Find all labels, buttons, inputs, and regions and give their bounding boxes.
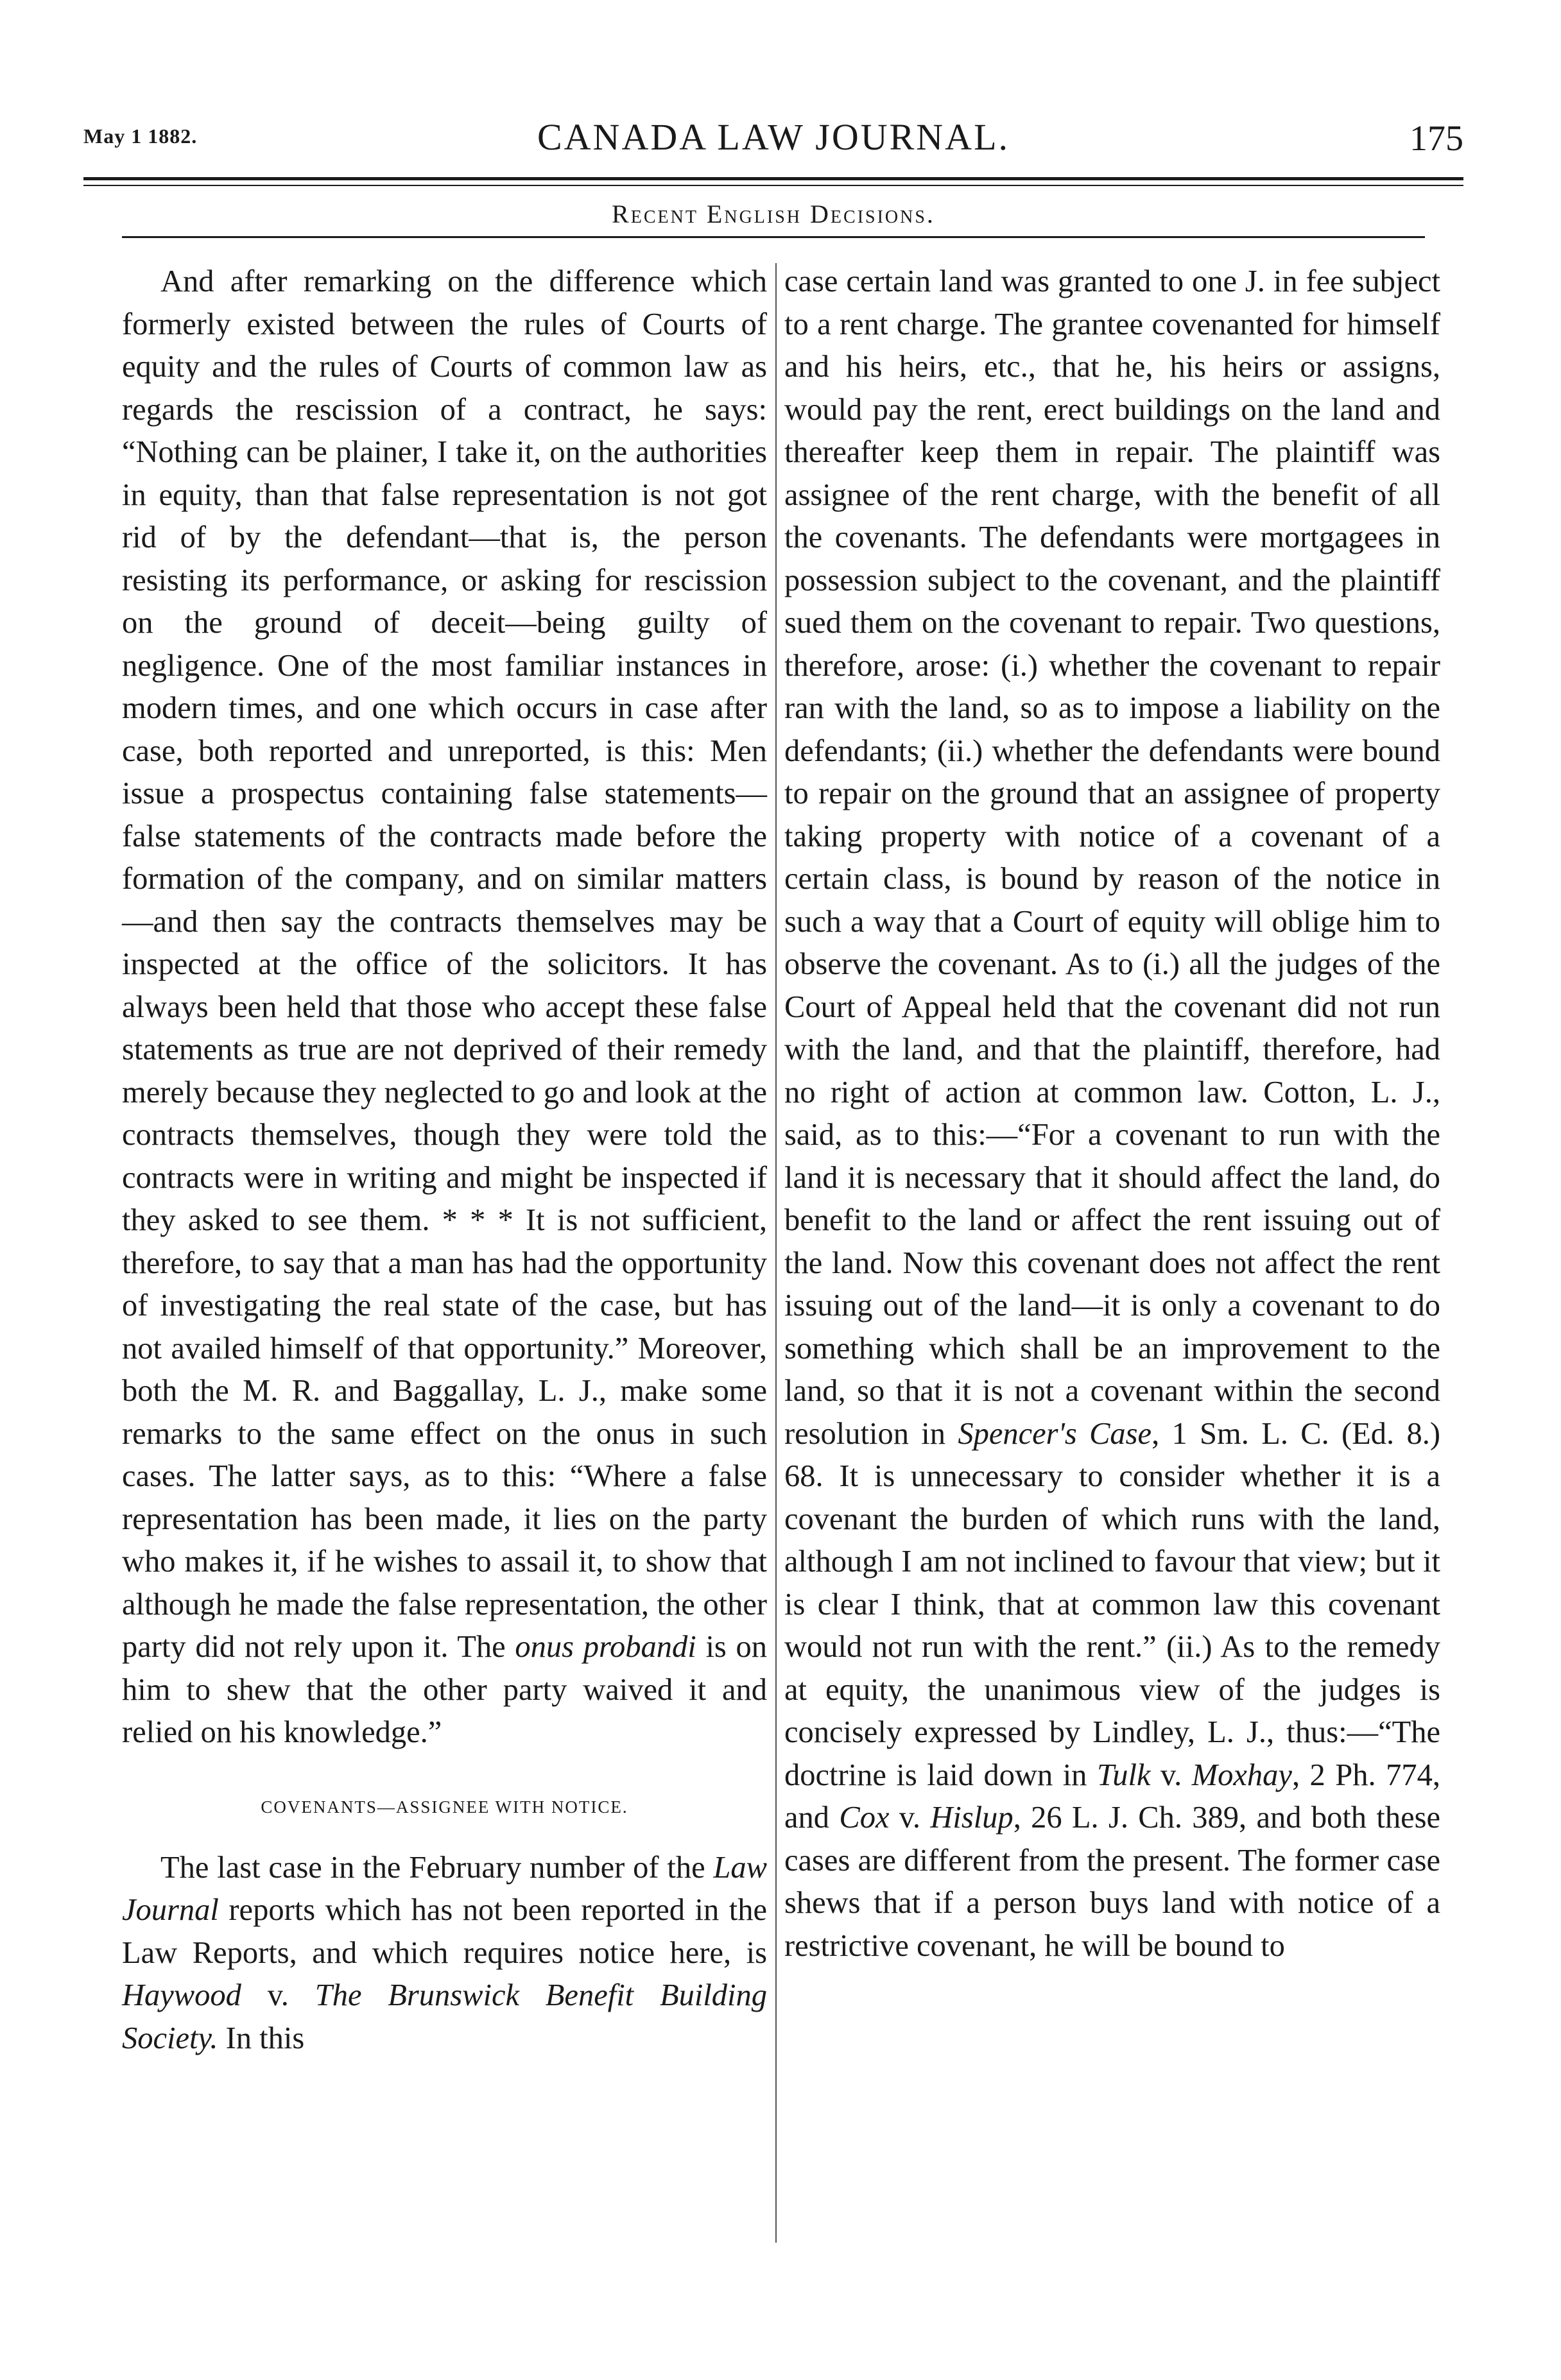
paragraph-2	[122, 1847, 767, 2060]
running-header	[83, 116, 1463, 167]
column-divider	[775, 263, 777, 2243]
section-title: Recent English Decisions.	[612, 200, 935, 228]
issue-date: May 1 1882.	[83, 124, 198, 148]
paragraph-1-text: And after remarking on the difference which formerly existed between the rules of Courts of equity and the rules of Courts of common law as regards the rescission of a contract, he says: “Nothing can be plainer, I take it, on the authorities in equity, than that false representation is not got rid of by the defendant—that is, the person resisting its performance, or asking for rescission on the ground of deceit—being guilty of negligence. One of the most familiar instances in modern times, and one which occurs in case after case, both reported and unreported, is this: Men issue a prospectus containing false statements—false statements of the contracts made before the formation of the company, and on similar matters—and then say the contracts themselves may be inspected at the office of the solicitors. It has always been held that those who accept these false statements as true are not deprived of their remedy merely because they neglected to go and look at the contracts themselves, though they were told the contracts were in writing and might be inspected if they asked to see them. * * * It is not sufficient, therefore, to say that a man has had the opportunity of investigating the real state of the case, but has not availed himself of that opportunity.” Moreover, both the M. R. and Baggallay, L. J., make some remarks to the same effect on the onus in such cases. The latter says, as to this: “Where a false representation has been made, it lies on the party who makes it, if he wishes to assail it, to show that although he made the false representation, the other party did not rely upon it. The	[122, 264, 767, 1664]
journal-title: CANADA LAW JOURNAL.	[537, 116, 1010, 158]
header-rule-thin	[83, 185, 1463, 186]
case-name-haywood: Haywood	[122, 1978, 241, 2012]
left-column	[122, 261, 767, 2060]
paragraph-3-text-c: , 2 Ph. 774, and	[784, 1758, 1441, 1835]
case-name-moxhay: Moxhay	[1191, 1758, 1292, 1792]
paragraph-3-text-d: , 26 L. J. Ch. 389, and both these cases are different from the present. The former case shews that if a person buys land with notice of a restrictive covenant, he will be bound to	[784, 1801, 1440, 1963]
versus: v.	[1150, 1758, 1192, 1792]
law-journal-title: Law Journal	[122, 1850, 767, 1927]
case-name-hislup: Hislup	[930, 1801, 1013, 1835]
paragraph-1	[122, 261, 767, 1754]
case-name-spencer: Spencer's Case	[958, 1416, 1152, 1451]
case-name-brunswick: The Brunswick Benefit Building Society.	[122, 1978, 767, 2055]
case-name-cox: Cox	[839, 1801, 890, 1835]
onus-probandi-phrase: onus probandi	[515, 1630, 696, 1664]
right-column	[784, 261, 1440, 1967]
versus: v.	[889, 1801, 931, 1835]
subheading-covenants: COVENANTS—ASSIGNEE WITH NOTICE.	[261, 1797, 628, 1817]
case-name-tulk: Tulk	[1096, 1758, 1151, 1792]
paragraph-2-text-b: reports which has not been reported in the Law Reports, and which requires notice here, is	[122, 1893, 767, 1970]
paragraph-3-text-a: case certain land was granted to one J. in fee subject to a rent charge. The grantee covenanted for himself and his heirs, etc., that he, his heirs or assigns, would pay the rent, erect buildings on the land and thereafter keep them in repair. The plaintiff was assignee of the rent charge, with the benefit of all the covenants. The defendants were mortgagees in possession subject to the covenant, and the plaintiff sued them on the covenant to repair. Two questions, therefore, arose: (i.) whether the covenant to repair ran with the land, so as to impose a liability on the defendants; (ii.) whether the defendants were bound to repair on the ground that an assignee of property taking property with notice of a covenant of a certain class, is bound by reason of the notice in such a way that a Court of equity will oblige him to observe the covenant. As to (i.) all the judges of the Court of Appeal held that the covenant did not run with the land, and that the plaintiff, therefore, had no right of action at common law. Cotton, L. J., said, as to this:—“For a covenant to run with the land it is necessary that it should affect the land, do benefit to the land or affect the rent issuing out of the land. Now this covenant does not affect the rent issuing out of the land—it is only a covenant to do something which shall be an improvement to the land, so that it is not a covenant within the second resolution in	[784, 264, 1440, 1451]
paragraph-1-tail: is on him to shew that the other party waived it and relied on his knowledge.”	[122, 1630, 767, 1749]
paragraph-2-text-c: In this	[218, 2021, 305, 2055]
header-rule-thick	[83, 177, 1463, 180]
versus: v.	[241, 1978, 315, 2012]
section-rule	[122, 236, 1425, 238]
page-number: 175	[1410, 119, 1463, 158]
paragraph-2-text-a: The last case in the February number of the	[160, 1850, 714, 1885]
paragraph-3-text-b: , 1 Sm. L. C. (Ed. 8.) 68. It is unnecessary to consider whether it is a covenant the burden of which runs with the land, although I am not inclined to favour that view; but it is clear I think, that at common law this covenant would not run with the rent.” (ii.) As to the remedy at equity, the unanimous view of the judges is concisely expressed by Lindley, L. J., thus:—“The doctrine is laid down in	[784, 1416, 1441, 1792]
paragraph-3	[784, 261, 1440, 1967]
